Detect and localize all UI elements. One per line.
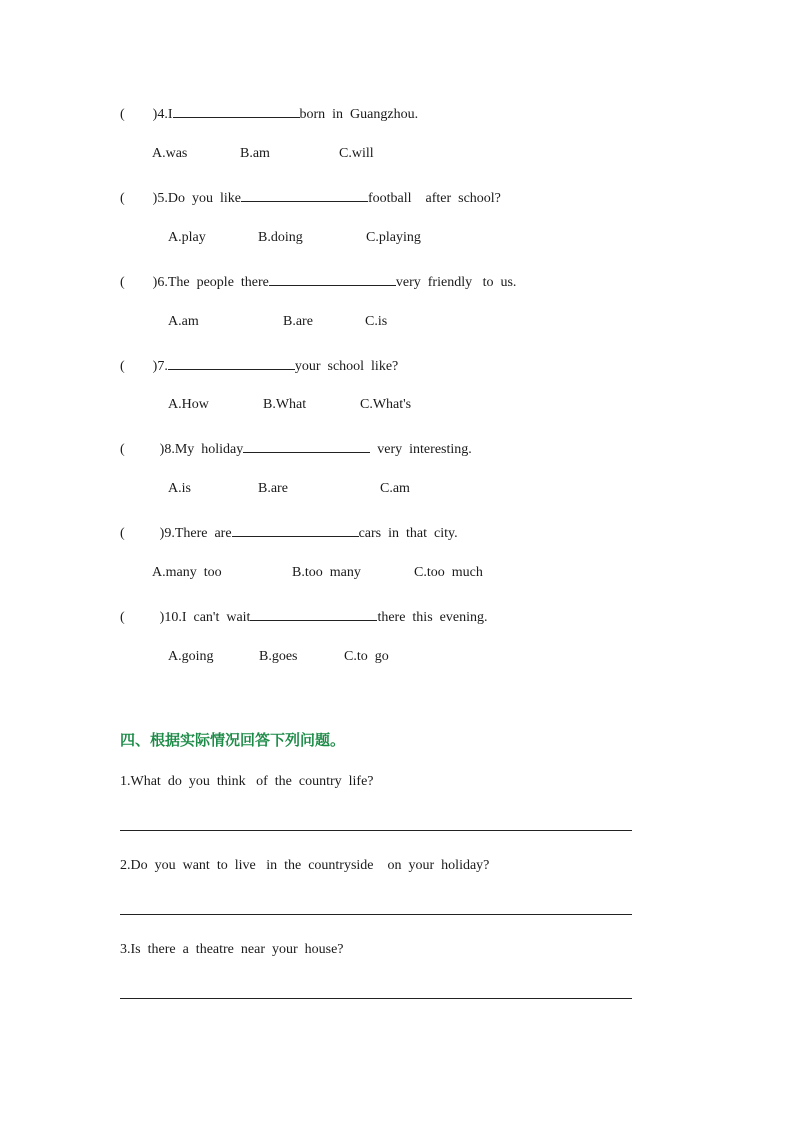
question-stem-start: 6.The people there (157, 275, 269, 290)
option-a[interactable]: A.play (168, 230, 206, 245)
question-stem-start: 9.There are (164, 526, 232, 541)
answer-line-3[interactable] (120, 998, 632, 999)
question-stem-end: cars in that city. (358, 526, 458, 541)
answer-parentheses[interactable]: ( ) (120, 191, 158, 206)
fill-blank[interactable] (250, 606, 377, 621)
option-b[interactable]: B.are (258, 481, 288, 496)
option-a[interactable]: A.many too (152, 565, 222, 580)
option-a[interactable]: A.is (168, 481, 191, 496)
option-a[interactable]: A.am (168, 314, 199, 329)
question-stem-end: very interesting. (370, 442, 472, 457)
option-b[interactable]: B.What (263, 397, 307, 412)
question-4 (120, 103, 418, 124)
question-stem-start: 5.Do you like (157, 191, 241, 206)
option-c[interactable]: C.What's (360, 397, 412, 412)
question-stem-start: 7. (157, 359, 168, 374)
question-stem-start: 10.I can't wait (164, 610, 251, 625)
open-question-3: 3.Is there a theatre near your house? (120, 942, 344, 957)
fill-blank[interactable] (168, 355, 295, 370)
question-stem-end: very friendly to us. (395, 275, 517, 290)
question-stem-start: 8.My holiday (164, 442, 244, 457)
option-b[interactable]: B.are (283, 314, 313, 329)
option-c[interactable]: C.am (380, 481, 410, 496)
answer-line-1[interactable] (120, 830, 632, 831)
question-stem-end: born in Guangzhou. (299, 107, 419, 122)
question-5 (120, 187, 501, 208)
option-c[interactable]: C.too much (414, 565, 483, 580)
fill-blank[interactable] (232, 522, 359, 537)
option-c[interactable]: C.is (365, 314, 388, 329)
option-a[interactable]: A.going (168, 649, 214, 664)
answer-line-2[interactable] (120, 914, 632, 915)
option-b[interactable]: B.goes (259, 649, 298, 664)
fill-blank[interactable] (241, 187, 368, 202)
question-6 (120, 271, 516, 292)
section-title: 四、根据实际情况回答下列问题。 (120, 731, 346, 749)
option-b[interactable]: B.doing (258, 230, 303, 245)
option-a[interactable]: A.was (152, 146, 188, 161)
option-a[interactable]: A.How (168, 397, 209, 412)
fill-blank[interactable] (269, 271, 396, 286)
option-c[interactable]: C.playing (366, 230, 421, 245)
answer-parentheses[interactable]: ( ) (120, 359, 158, 374)
question-8 (120, 438, 472, 459)
question-stem-end: your school like? (294, 359, 399, 374)
answer-parentheses[interactable]: ( ) (120, 275, 158, 290)
fill-blank[interactable] (173, 103, 300, 118)
open-question-1: 1.What do you think of the country life? (120, 774, 374, 789)
answer-parentheses[interactable]: ( ) (120, 442, 165, 457)
open-question-2: 2.Do you want to live in the countryside on your holiday? (120, 858, 490, 873)
question-stem-end: football after school? (367, 191, 501, 206)
question-stem-end: there this evening. (377, 610, 488, 625)
answer-parentheses[interactable]: ( ) (120, 107, 158, 122)
answer-parentheses[interactable]: ( ) (120, 610, 165, 625)
option-c[interactable]: C.will (339, 146, 374, 161)
option-b[interactable]: B.too many (292, 565, 361, 580)
answer-parentheses[interactable]: ( ) (120, 526, 165, 541)
question-7 (120, 355, 398, 376)
question-stem-start: 4.I (157, 107, 173, 122)
question-10 (120, 606, 487, 627)
option-b[interactable]: B.am (240, 146, 270, 161)
fill-blank[interactable] (243, 438, 370, 453)
question-9 (120, 522, 458, 543)
option-c[interactable]: C.to go (344, 649, 389, 664)
